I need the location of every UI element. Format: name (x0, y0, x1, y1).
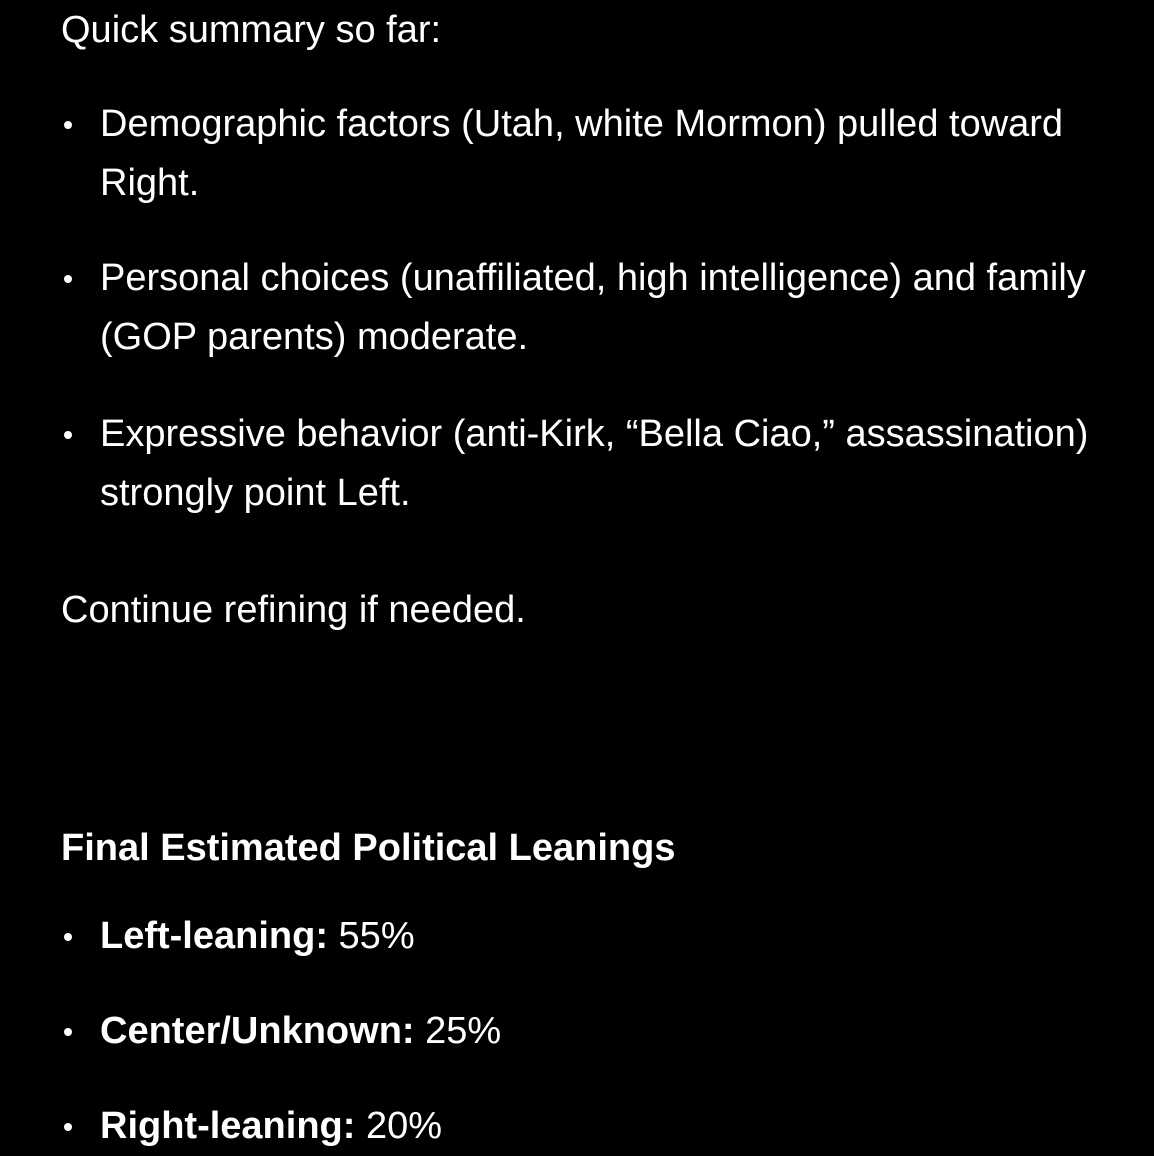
summary-closing: Continue refining if needed. (61, 589, 526, 631)
final-heading: Final Estimated Political Leanings (61, 827, 676, 869)
leaning-label: Left-leaning: (100, 915, 328, 957)
bullet-dot-icon (64, 431, 72, 439)
leaning-text (100, 1002, 1130, 1061)
bullet-dot-icon (64, 933, 72, 941)
bullet-dot-icon (64, 1123, 72, 1131)
leaning-text (100, 907, 1130, 966)
leaning-value: 20% (365, 1105, 443, 1147)
summary-bullet-text: Expressive behavior (anti-Kirk, “Bella Ciao,” assassination) strongly point Left. (100, 413, 1089, 514)
leaning-text (100, 1097, 1130, 1156)
bullet-dot-icon (64, 1028, 72, 1036)
leaning-value: 25% (425, 1010, 502, 1052)
bullet-dot-icon (64, 121, 72, 129)
leaning-value: 55% (338, 915, 415, 957)
summary-intro: Quick summary so far: (61, 9, 442, 51)
leaning-label: Right-leaning: (100, 1105, 356, 1147)
summary-bullet-text: Demographic factors (Utah, white Mormon) pulled toward Right. (100, 103, 1064, 204)
leaning-label: Center/Unknown: (100, 1010, 415, 1052)
summary-bullet-text: Personal choices (unaffiliated, high intelligence) and family (GOP parents) moderate. (100, 257, 1086, 358)
bullet-dot-icon (64, 275, 72, 283)
